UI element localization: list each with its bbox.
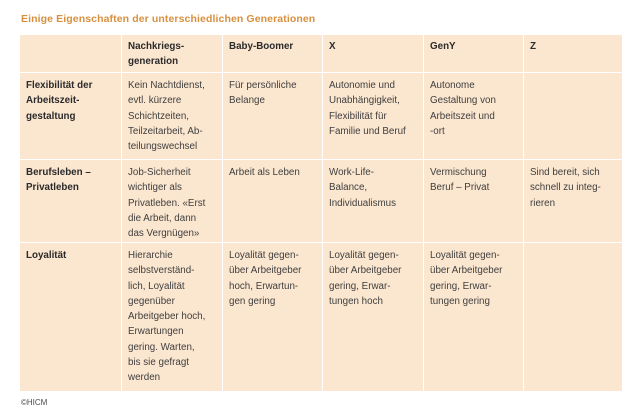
row-divider <box>20 242 622 243</box>
row-label-loyalitaet: Loyalität <box>26 250 67 261</box>
header-x: X <box>329 41 336 52</box>
cell-loyal-babyboomer: Loyalität gegen- über Arbeitgeber hoch, Erwartun- gen gering <box>229 250 302 307</box>
header-z: Z <box>530 41 536 52</box>
header-nachkriegsgeneration: Nachkriegs- generation <box>128 41 185 68</box>
cell-flex-nachkrieg: Kein Nachtdienst, evtl. kürzere Schichtzeiten, Teilzeitarbeit, Ab- teilungswechsel <box>128 80 205 153</box>
row-divider <box>20 159 622 160</box>
cell-loyal-nachkrieg: Hierarchie selbstverständ- lich, Loyalität gegenüber Arbeitgeber hoch, Erwartungen gering. Warten, bis sie gefragt werden <box>128 250 206 384</box>
table-title: Einige Eigenschaften der unterschiedlichen Generationen <box>21 13 316 25</box>
column-divider <box>523 35 524 391</box>
cell-loyal-x: Loyalität gegen- über Arbeitgeber gering, Erwar- tungen hoch <box>329 250 402 307</box>
cell-beruf-geny: Vermischung Beruf – Privat <box>430 167 490 194</box>
generations-table <box>20 35 622 391</box>
cell-beruf-babyboomer: Arbeit als Leben <box>229 167 300 178</box>
cell-flex-x: Autonomie und Unabhängigkeit, Flexibilität für Familie und Beruf <box>329 80 406 137</box>
row-divider <box>20 72 622 73</box>
row-label-berufsleben: Berufsleben – Privatleben <box>26 167 91 194</box>
cell-beruf-nachkrieg: Job-Sicherheit wichtiger als Privatleben. «Erst die Arbeit, dann das Vergnügen» <box>128 167 206 240</box>
header-baby-boomer: Baby-Boomer <box>229 41 294 52</box>
cell-flex-babyboomer: Für persönliche Belange <box>229 80 297 107</box>
column-divider <box>423 35 424 391</box>
row-label-flexibilitaet: Flexibilität der Arbeitszeit- gestaltung <box>26 80 93 122</box>
column-divider <box>121 35 122 391</box>
column-divider <box>322 35 323 391</box>
cell-beruf-z: Sind bereit, sich schnell zu integ- rieren <box>530 167 601 209</box>
header-geny: GenY <box>430 41 456 52</box>
cell-beruf-x: Work-Life- Balance, Individualismus <box>329 167 396 209</box>
cell-loyal-geny: Loyalität gegen- über Arbeitgeber gering, Erwar- tungen gering <box>430 250 503 307</box>
cell-flex-geny: Autonome Gestaltung von Arbeitszeit und -ort <box>430 80 496 137</box>
column-divider <box>222 35 223 391</box>
copyright-notice: ©HICM <box>21 398 48 407</box>
